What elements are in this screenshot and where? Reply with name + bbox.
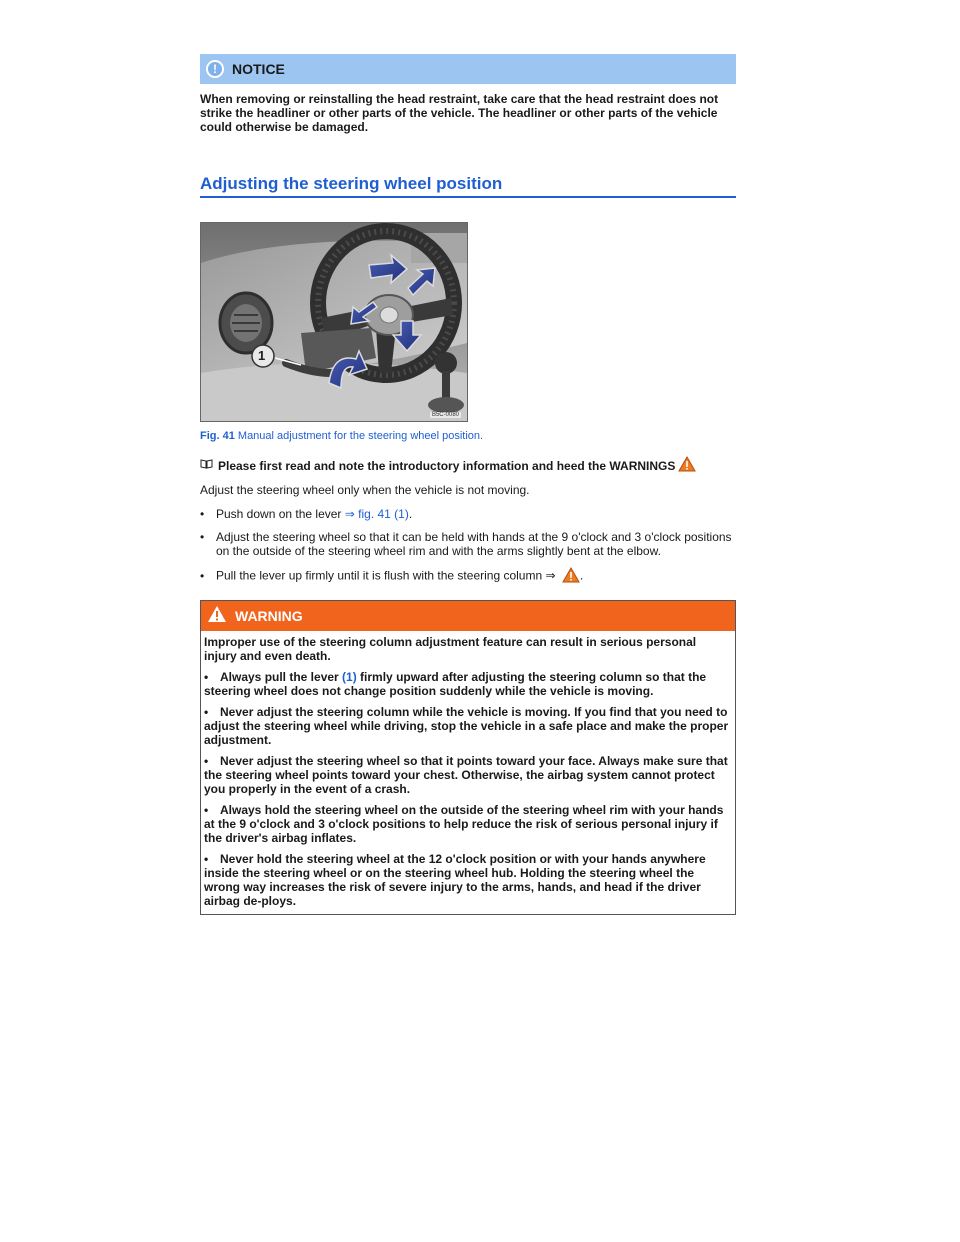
warning-triangle-icon: [207, 605, 227, 628]
figure-code: B5C-0080: [431, 412, 459, 418]
warning-title: WARNING: [235, 608, 303, 624]
book-icon: [200, 459, 213, 472]
notice-exclamation-icon: !: [206, 60, 224, 78]
warning-item: • Never hold the steering wheel at the 12 o'clock position or with your hands anywhere inside the steering wheel or on the steering wheel hub. Holding the steering wheel the wrong way increases the risk of severe injury to the arms, hands, and head if the driver airbag de-ploys.: [204, 852, 706, 908]
warning-item: • Never adjust the steering wheel so that it points toward your face. Always make sure that the steering wheel points toward your chest. Otherwise, the airbag system cannot protect you properly in the event of a crash.: [204, 754, 728, 796]
intro-line: [200, 456, 736, 475]
notice-title: NOTICE: [232, 61, 285, 77]
caption-text: Manual adjustment for the steering wheel position.: [237, 430, 484, 442]
lever-1-link[interactable]: (1): [342, 670, 357, 684]
notice-box: [200, 54, 736, 134]
manual-page: [200, 54, 736, 915]
warning-item: • Always pull the lever (1) firmly upward after adjusting the steering column so that the steering wheel does not change position suddenly while the vehicle is moving.: [204, 670, 707, 698]
list-item: • Pull the lever up firmly until it is flush with the steering column ⇒ .: [200, 567, 736, 586]
warning-triangle-icon[interactable]: [678, 456, 696, 475]
warning-item: • Never adjust the steering column while the vehicle is moving. If you find that you need to adjust the steering wheel while driving, stop the vehicle in a safe place and make the proper adjustment.: [204, 705, 729, 747]
figure-caption: [200, 430, 736, 442]
warning-header: [201, 601, 735, 631]
adjust-note: Adjust the steering wheel only when the vehicle is not moving.: [200, 483, 530, 497]
steps-list: [200, 507, 736, 586]
list-item: • Push down on the lever ⇒ fig. 41 (1).: [200, 507, 413, 521]
notice-text: When removing or reinstalling the head restraint, take care that the head restraint does not strike the headliner or other parts of the vehicle. The headliner or other parts of the vehicle could otherwise be damaged.: [200, 92, 719, 134]
section-title: Adjusting the steering wheel position: [200, 174, 736, 198]
caption-label: Fig. 41: [200, 430, 235, 442]
fig-41-link[interactable]: ⇒ fig. 41 (1): [344, 507, 409, 521]
steering-wheel-figure: [200, 222, 468, 422]
warning-body: [201, 631, 735, 914]
list-item: • Adjust the steering wheel so that it can be held with hands at the 9 o'clock and 3 o'clock positions on the outside of the steering wheel rim and with the arms slightly bent at the elbow.: [200, 530, 732, 558]
steering-wheel-illustration: [201, 223, 467, 421]
intro-text: Please first read and note the introductory information and heed the WARNINGS: [218, 458, 676, 473]
warning-item: • Always hold the steering wheel on the outside of the steering wheel rim with your hands at the 9 o'clock and 3 o'clock positions to help reduce the risk of serious personal injury if the driver's airbag inflates.: [204, 803, 724, 845]
notice-header: [200, 54, 736, 84]
warning-triangle-icon[interactable]: [562, 567, 580, 586]
warning-box: [200, 600, 736, 915]
warning-intro: Improper use of the steering column adjustment feature can result in serious personal injury and even death.: [204, 635, 697, 663]
figure-callout-1: 1: [258, 348, 266, 363]
